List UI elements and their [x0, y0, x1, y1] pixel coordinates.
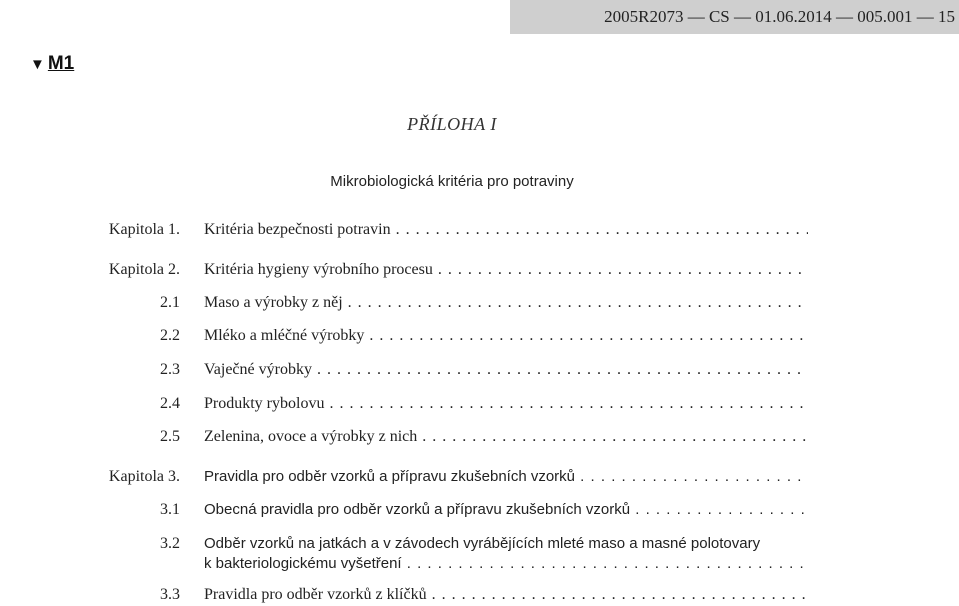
toc-title: Produkty rybolovu . . .: [204, 393, 808, 415]
toc-title: Pravidla pro odběr vzorků a přípravu zkušebních vzorků . . .: [204, 466, 808, 488]
toc-number: 2.5: [160, 428, 180, 445]
toc-entry: [0, 292, 959, 314]
toc-entry: [0, 393, 959, 415]
toc-number: Kapitola 1.: [108, 221, 180, 238]
toc-number: 3.3: [160, 586, 180, 603]
toc-title: Zelenina, ovoce a výrobky z nich . . .: [204, 426, 808, 448]
amendment-label: M1: [47, 53, 75, 74]
document-header: [510, 0, 959, 34]
toc-number: 2.2: [160, 327, 180, 344]
toc-title: Vaječné výrobky . . .: [204, 359, 808, 381]
toc-title: Pravidla pro odběr vzorků z klíčků . . .: [204, 584, 808, 606]
toc-number: 3.2: [160, 535, 180, 552]
toc-entry: [0, 426, 959, 448]
toc-title: Maso a výrobky z něj . . .: [204, 292, 808, 314]
toc-entry: [0, 584, 959, 606]
triangle-down-icon: ▼: [30, 55, 45, 73]
amendment-marker: [30, 53, 74, 75]
toc-number: 3.1: [160, 501, 180, 518]
toc-title: Kritéria hygieny výrobního procesu . . .: [204, 259, 808, 281]
toc-number: Kapitola 3.: [108, 468, 180, 485]
toc-title: Obecná pravidla pro odběr vzorků a přípravu zkušebních vzorků . . .: [204, 499, 808, 521]
toc-title-line1: Odběr vzorků na jatkách a v závodech vyrábějících mleté maso a masné polotovary: [204, 535, 761, 552]
toc-number: Kapitola 2.: [108, 261, 180, 278]
toc-entry: [0, 499, 959, 521]
toc-number: 2.3: [160, 361, 180, 378]
toc-entry: [0, 359, 959, 381]
toc-entry: [0, 466, 959, 488]
toc-title: Mléko a mléčné výrobky . . .: [204, 325, 808, 347]
toc-entry: [0, 533, 959, 577]
toc-entry: [0, 259, 959, 281]
toc-title: Kritéria bezpečnosti potravin . . .: [204, 219, 808, 241]
header-text: 2005R2073 — CS — 01.06.2014 — 005.001 — 15: [604, 7, 955, 26]
annex-title: PŘÍLOHA I: [407, 114, 497, 134]
annex-subtitle: Mikrobiologická kritéria pro potraviny: [330, 173, 574, 190]
toc-number: 2.4: [160, 395, 180, 412]
toc-entry: [0, 219, 959, 241]
toc-number: 2.1: [160, 294, 180, 311]
toc-title-line2: k bakteriologickému vyšetření . . .: [204, 553, 808, 575]
toc-entry: [0, 325, 959, 347]
